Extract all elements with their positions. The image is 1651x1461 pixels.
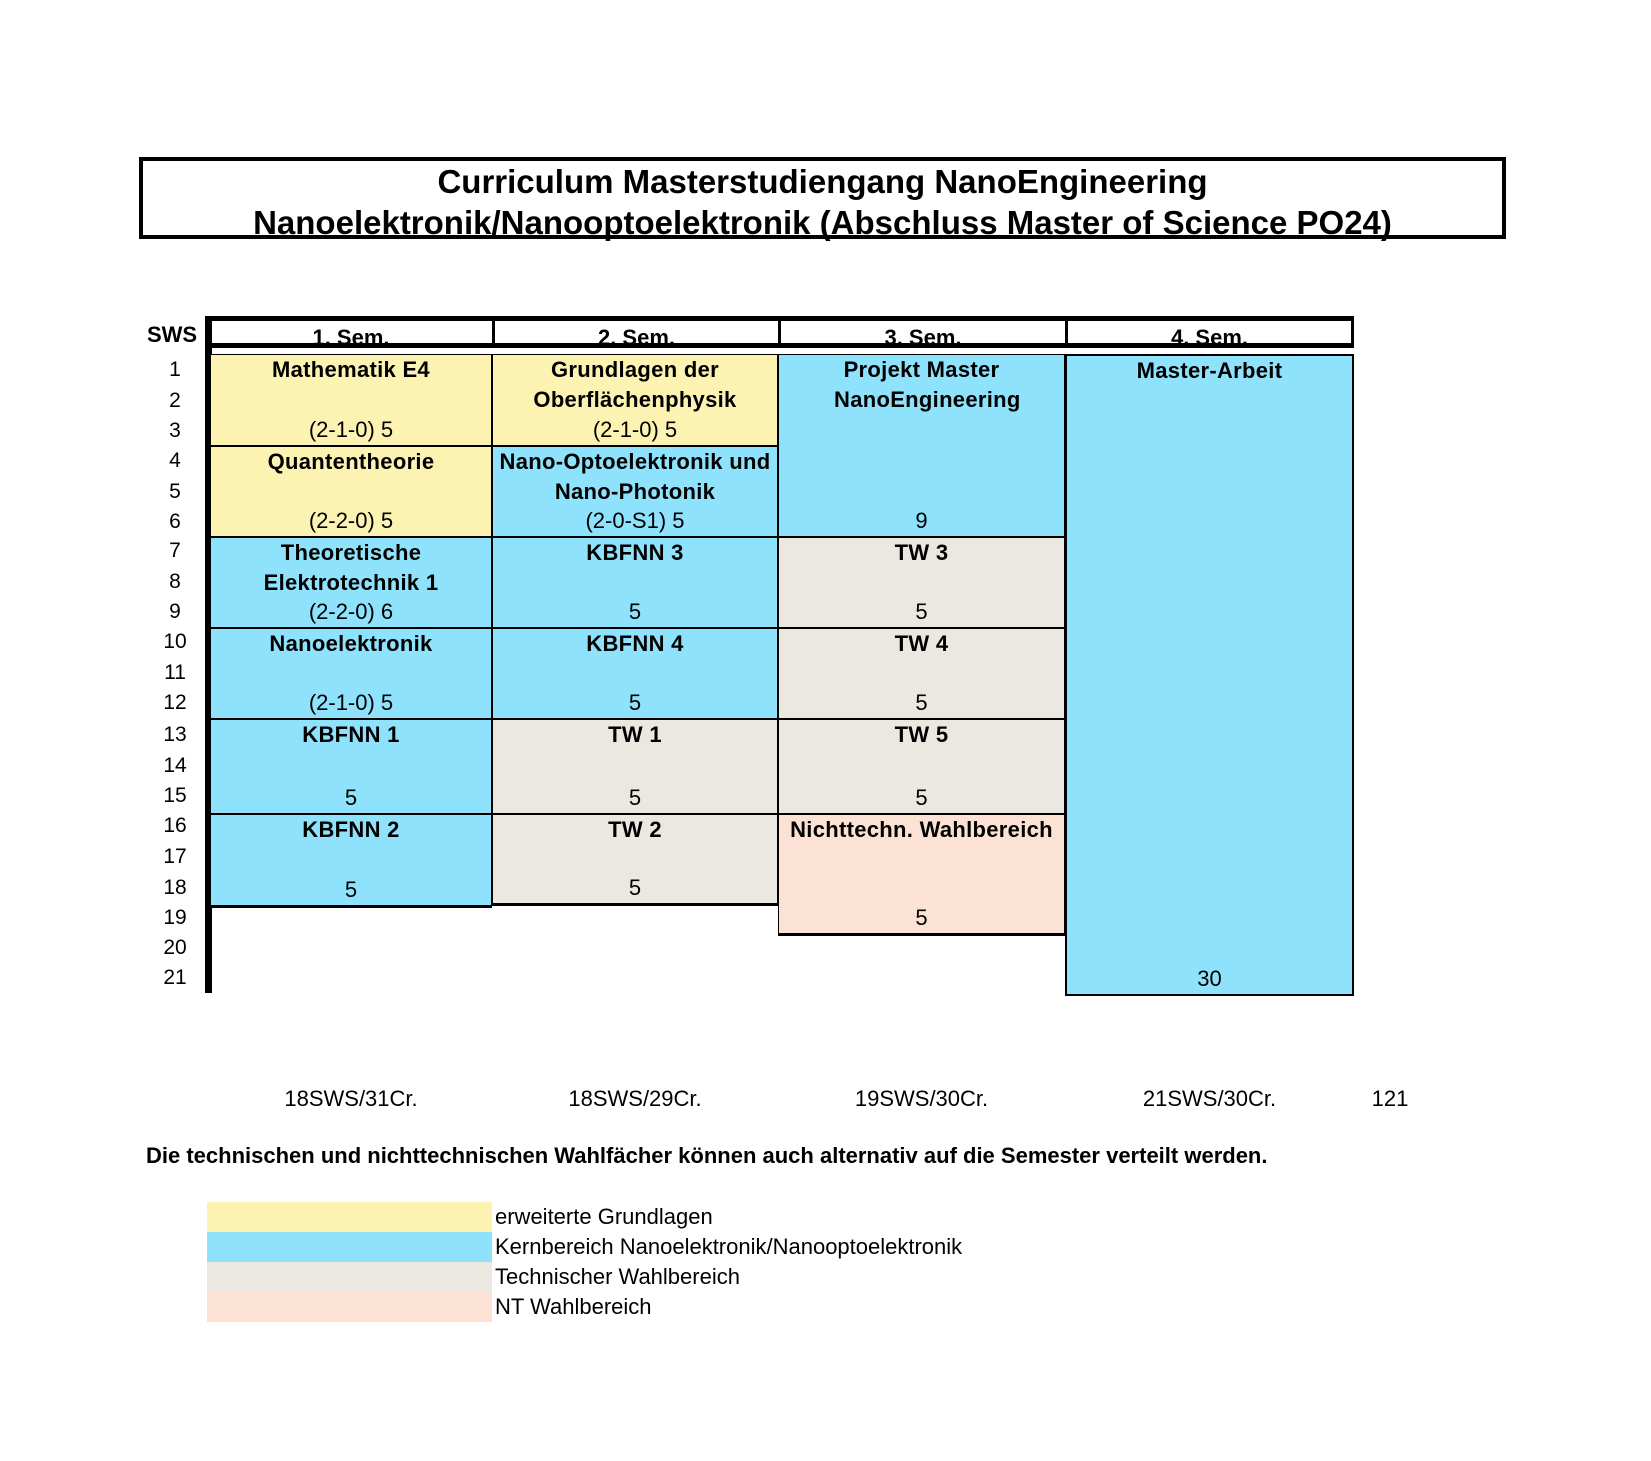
module-cell bbox=[778, 537, 1065, 628]
module-credits: 5 bbox=[915, 599, 928, 624]
legend-label: Kernbereich Nanoelektronik/Nanooptoelektronik bbox=[495, 1234, 963, 1259]
module-name: Nano-Optoelektronik und Nano-Photonik bbox=[499, 449, 771, 505]
module-cell bbox=[210, 719, 492, 814]
module-credits: 5 bbox=[628, 690, 642, 715]
module-name: TW 1 bbox=[608, 722, 662, 747]
module-name: Mathematik E4 bbox=[272, 357, 430, 382]
title-line-2: Nanoelektronik/Nanooptoelektronik (Abschluss Master of Science PO24) bbox=[253, 204, 1392, 241]
module-cell bbox=[492, 354, 778, 446]
row-number: 5 bbox=[169, 480, 181, 503]
semester-header-4: 4. Sem. bbox=[1065, 316, 1354, 348]
legend-label: erweiterte Grundlagen bbox=[495, 1204, 713, 1229]
module-name: TW 3 bbox=[894, 540, 949, 565]
title-box bbox=[139, 157, 1506, 239]
row-number: 15 bbox=[163, 784, 187, 807]
module-name: KBFNN 3 bbox=[586, 540, 684, 565]
row-number: 10 bbox=[163, 630, 187, 653]
module-credits: 5 bbox=[344, 877, 358, 902]
module-name: TW 2 bbox=[608, 817, 662, 842]
module-credits: (2-2-0) 5 bbox=[308, 508, 394, 533]
module-name: KBFNN 2 bbox=[302, 817, 400, 842]
module-cell bbox=[1065, 354, 1354, 996]
semester-header-3: 3. Sem. bbox=[778, 316, 1065, 348]
module-name: Grundlagen der Oberflächenphysik bbox=[533, 357, 737, 413]
module-name: Master-Arbeit bbox=[1136, 358, 1283, 383]
legend-swatch-yellow bbox=[207, 1202, 492, 1232]
elective-note: Die technischen und nichttechnischen Wahlfächer können auch alternativ auf die Semester verteilt werden. bbox=[146, 1143, 1268, 1168]
row-number: 11 bbox=[164, 661, 186, 684]
semester-total-3: 19SWS/30Cr. bbox=[854, 1086, 989, 1111]
module-name: TW 5 bbox=[894, 722, 949, 747]
row-number: 14 bbox=[163, 754, 187, 777]
row-number: 3 bbox=[169, 419, 181, 442]
row-number: 1 bbox=[169, 358, 181, 381]
semester-header-1: 1. Sem. bbox=[207, 316, 492, 348]
module-cell bbox=[210, 814, 492, 908]
module-cell bbox=[778, 814, 1065, 936]
module-credits: (2-0-S1) 5 bbox=[585, 508, 685, 533]
module-credits: (2-1-0) 5 bbox=[592, 417, 678, 442]
module-credits: 9 bbox=[915, 508, 928, 533]
row-number: 7 bbox=[169, 539, 181, 562]
module-credits: (2-2-0) 6 bbox=[308, 599, 394, 624]
title-line-1: Curriculum Masterstudiengang NanoEngineering bbox=[437, 163, 1208, 200]
module-cell bbox=[492, 814, 778, 906]
module-name: Theoretische Elektrotechnik 1 bbox=[263, 540, 439, 596]
module-cell bbox=[210, 354, 492, 446]
module-cell bbox=[778, 719, 1065, 814]
module-credits: 5 bbox=[915, 690, 928, 715]
row-number: 9 bbox=[169, 600, 181, 623]
module-credits: 5 bbox=[628, 599, 642, 624]
module-credits: 5 bbox=[915, 785, 928, 810]
module-credits: 5 bbox=[915, 905, 928, 930]
module-name: Nichttechn. Wahlbereich bbox=[790, 817, 1053, 842]
grand-total: 121 bbox=[1371, 1086, 1409, 1111]
module-credits: 30 bbox=[1197, 966, 1222, 991]
row-number: 18 bbox=[163, 876, 187, 899]
semester-header-2: 2. Sem. bbox=[492, 316, 778, 348]
row-number: 12 bbox=[163, 691, 187, 714]
module-cell bbox=[492, 537, 778, 628]
row-number: 17 bbox=[163, 845, 187, 868]
module-cell bbox=[210, 537, 492, 628]
module-name: TW 4 bbox=[894, 631, 949, 656]
row-number: 21 bbox=[163, 966, 187, 989]
module-credits: (2-1-0) 5 bbox=[308, 690, 394, 715]
legend-swatch-peach bbox=[207, 1292, 492, 1322]
legend-label: Technischer Wahlbereich bbox=[495, 1264, 740, 1289]
legend-swatch-blue bbox=[207, 1232, 492, 1262]
row-number: 2 bbox=[169, 389, 181, 412]
module-name: Quantentheorie bbox=[267, 449, 435, 474]
row-number: 6 bbox=[169, 510, 181, 533]
row-number: 19 bbox=[163, 906, 187, 929]
semester-total-2: 18SWS/29Cr. bbox=[568, 1086, 702, 1111]
module-credits: 5 bbox=[628, 875, 642, 900]
module-name: Nanoelektronik bbox=[269, 631, 433, 656]
module-credits: 5 bbox=[628, 785, 642, 810]
module-cell bbox=[210, 628, 492, 719]
module-cell bbox=[492, 628, 778, 719]
row-number: 8 bbox=[169, 570, 181, 593]
sws-column-header: SWS bbox=[146, 322, 198, 347]
row-number: 20 bbox=[163, 936, 187, 959]
module-name: KBFNN 1 bbox=[302, 722, 400, 747]
semester-total-4: 21SWS/30Cr. bbox=[1142, 1086, 1277, 1111]
semester-total-1: 18SWS/31Cr. bbox=[284, 1086, 418, 1111]
module-credits: (2-1-0) 5 bbox=[308, 417, 394, 442]
row-number: 13 bbox=[163, 723, 187, 746]
module-cell bbox=[210, 446, 492, 537]
legend-swatch-grey bbox=[207, 1262, 492, 1292]
module-cell bbox=[492, 719, 778, 814]
module-cell bbox=[778, 354, 1065, 537]
module-name: KBFNN 4 bbox=[586, 631, 684, 656]
module-credits: 5 bbox=[344, 785, 358, 810]
module-cell bbox=[492, 446, 778, 537]
row-number: 4 bbox=[169, 449, 181, 472]
legend-label: NT Wahlbereich bbox=[495, 1294, 652, 1319]
module-cell bbox=[778, 628, 1065, 719]
module-name: Projekt Master NanoEngineering bbox=[834, 357, 1021, 413]
row-number: 16 bbox=[163, 814, 187, 837]
